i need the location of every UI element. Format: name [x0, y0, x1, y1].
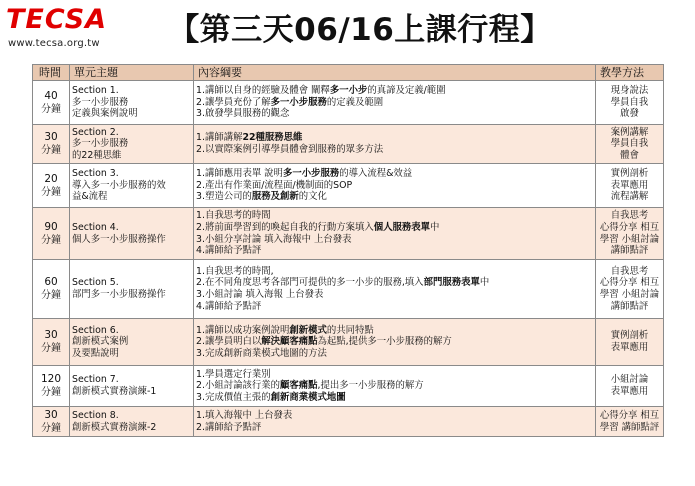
outline-highlight: 多一小步 [329, 85, 368, 97]
theme-line: 益&流程 [72, 191, 108, 203]
outline-highlight: 顧客痛點 [279, 380, 318, 392]
outline-text: 3.啟發學員服務的觀念 [196, 108, 290, 120]
outline-text: 2.講師給予點評 [196, 421, 262, 433]
outline-text: 1.自我思考的時間, [196, 265, 274, 277]
outline-cell [194, 260, 596, 319]
method-line: 自我思考 [610, 210, 649, 222]
outline-cell [194, 164, 596, 208]
theme-line: Section 4. [72, 221, 119, 233]
method-line: 學習 講師點評 [599, 421, 660, 433]
method-line: 實例剖析 [610, 168, 649, 180]
outline-cell [194, 125, 596, 164]
table-row [33, 164, 664, 208]
theme-line: 個人多一小步服務操作 [72, 233, 166, 245]
time-value: 40 [44, 89, 58, 102]
outline-text: 3.完成價值主張的 [196, 391, 271, 403]
time-cell [33, 81, 70, 125]
method-line: 表單應用 [610, 342, 649, 353]
outline-item [196, 144, 593, 156]
time-cell [33, 164, 70, 208]
theme-line: 創新模式案例 [72, 336, 129, 348]
theme-line: 部門多一小步服務操作 [72, 289, 166, 300]
theme-cell [70, 164, 194, 208]
outline-text: 1.講師應用表單 說明 [196, 168, 283, 180]
outline-text: 2.將前面學習到的喚起自我的行動方案填入 [196, 221, 374, 233]
header-theme: 單元主題 [70, 65, 194, 81]
time-value: 60 [44, 276, 58, 288]
theme-cell [70, 208, 194, 260]
theme-line: Section 8. [72, 409, 119, 421]
table-row [33, 208, 664, 260]
outline-item [196, 348, 593, 360]
outline-text-tail: 的真諦及定義/範圍 [367, 85, 446, 97]
outline-text-tail: 中 [479, 277, 490, 289]
method-line: 學習 小組討論 [599, 289, 660, 300]
method-line: 體會 [620, 149, 639, 161]
outline-item [196, 234, 593, 246]
outline-item [196, 85, 593, 97]
outline-text: 1.講師以成功案例說明 [196, 324, 290, 336]
outline-text: 3.小組分享討論 填入海報中 上台發表 [196, 233, 352, 245]
time-cell [33, 125, 70, 164]
table-row [33, 125, 664, 164]
time-cell [33, 260, 70, 319]
outline-highlight: 解決顧客痛點 [261, 336, 318, 348]
time-cell [33, 208, 70, 260]
schedule-table [32, 64, 664, 437]
outline-text-tail: 為起點,提供多一小步服務的解方 [317, 336, 452, 348]
time-cell [33, 407, 70, 437]
outline-highlight: 22種服務思維 [242, 132, 303, 144]
time-unit: 分鐘 [41, 234, 61, 246]
table-row [33, 407, 664, 437]
theme-cell [70, 319, 194, 366]
outline-item [196, 191, 593, 203]
outline-item [196, 132, 593, 144]
theme-line: 創新模式實務演練-2 [72, 421, 157, 433]
theme-line: Section 6. [72, 324, 119, 336]
header-outline: 內容綱要 [194, 65, 596, 81]
outline-text: 1.講師以自身的經驗及體會 闡釋 [196, 85, 330, 97]
method-line: 心得分享 相互 [599, 221, 660, 233]
outline-highlight: 服務及創新 [251, 191, 299, 203]
outline-item [196, 422, 593, 434]
time-unit: 分鐘 [41, 422, 61, 434]
method-line: 講師點評 [610, 300, 649, 312]
outline-highlight: 個人服務表單 [373, 221, 430, 233]
outline-text: 2.讓學員明白以 [196, 336, 262, 348]
method-line: 實例剖析 [610, 330, 649, 342]
theme-line: Section 2. [72, 126, 119, 138]
method-line: 學員自我 [610, 138, 649, 150]
method-cell [596, 366, 664, 407]
outline-text-tail: ,提出多一小步服務的解方 [317, 380, 424, 392]
outline-highlight: 部門服務表單 [423, 277, 480, 289]
outline-item [196, 336, 593, 348]
time-value: 30 [44, 408, 58, 421]
theme-line: 定義與案例說明 [72, 108, 138, 120]
time-value: 30 [44, 131, 58, 143]
table-row [33, 81, 664, 125]
outline-cell [194, 366, 596, 407]
outline-item [196, 277, 593, 289]
theme-line: 多一小步服務 [72, 96, 129, 108]
logo [4, 4, 124, 52]
outline-item [196, 301, 593, 313]
theme-line: 及要點說明 [72, 347, 119, 359]
method-line: 案例講解 [610, 126, 649, 138]
outline-item [196, 168, 593, 180]
outline-text: 3.小組討論 填入海報 上台發表 [196, 289, 324, 300]
outline-highlight: 多一小步服務 [282, 168, 340, 180]
outline-item [196, 97, 593, 109]
outline-text-tail: 的共同特點 [326, 324, 374, 336]
theme-line: Section 5. [72, 277, 119, 289]
outline-text: 1.學員選定行業別 [196, 368, 271, 380]
logo-url: www.tecsa.org.tw [8, 38, 100, 49]
theme-line: 的22種思維 [72, 149, 122, 161]
table-row [33, 260, 664, 319]
outline-item [196, 180, 593, 192]
method-line: 講師點評 [610, 245, 649, 257]
outline-cell [194, 208, 596, 260]
theme-line: 多一小步服務 [72, 138, 129, 150]
theme-line: 導入多一小步服務的效 [72, 179, 166, 191]
outline-text: 1.自我思考的時間 [196, 210, 271, 222]
method-line: 心得分享 相互 [599, 409, 660, 421]
outline-highlight: 創新模式 [289, 324, 327, 336]
method-cell [596, 164, 664, 208]
method-line: 心得分享 相互 [599, 277, 660, 289]
outline-text-tail: 的定義及範圍 [326, 96, 384, 108]
time-value: 120 [40, 373, 62, 385]
outline-item [196, 289, 593, 301]
outline-text-tail: 的導入流程&效益 [339, 168, 413, 180]
outline-item [196, 369, 593, 381]
method-cell [596, 260, 664, 319]
outline-text: 3.完成創新商業模式地圖的方法 [196, 347, 327, 359]
outline-text: 2.讓學員充份了解 [196, 96, 271, 108]
theme-cell [70, 125, 194, 164]
outline-text: 3.塑造公司的 [196, 191, 252, 203]
method-line: 小組討論 [610, 374, 649, 386]
outline-item [196, 392, 593, 404]
method-line: 自我思考 [610, 265, 649, 277]
time-unit: 分鐘 [41, 186, 61, 198]
outline-cell [194, 81, 596, 125]
theme-cell [70, 407, 194, 437]
table-row [33, 366, 664, 407]
outline-item [196, 108, 593, 120]
method-line: 表單應用 [610, 179, 649, 191]
theme-cell [70, 81, 194, 125]
method-line: 流程講解 [610, 191, 649, 203]
logo-text: TECSA [6, 4, 108, 35]
table-header-row [33, 65, 664, 81]
theme-line: Section 1. [72, 85, 119, 97]
time-unit: 分鐘 [41, 290, 61, 301]
method-line: 現身說法 [610, 85, 649, 97]
outline-cell [194, 407, 596, 437]
method-cell [596, 81, 664, 125]
outline-highlight: 多一小步服務 [270, 96, 327, 108]
method-cell [596, 125, 664, 164]
method-line: 學員自我 [610, 96, 649, 108]
outline-text: 4.講師給予點評 [196, 300, 262, 312]
outline-item [196, 410, 593, 422]
theme-cell [70, 260, 194, 319]
outline-item [196, 222, 593, 234]
method-line: 學習 小組討論 [599, 233, 660, 245]
time-cell [33, 319, 70, 366]
outline-text: 2.在不同角度思考各部門可提供的多一小步的服務,填入 [196, 277, 424, 289]
outline-item [196, 210, 593, 222]
header-method: 教學方法 [596, 65, 664, 81]
page-title: 【第三天06/16上課行程】 [168, 12, 552, 48]
theme-cell [70, 366, 194, 407]
outline-text: 2.以實際案例引導學員體會到服務的眾多方法 [196, 144, 384, 155]
outline-item [196, 266, 593, 278]
outline-item [196, 325, 593, 337]
header-time: 時間 [33, 65, 70, 81]
outline-text-tail: 中 [429, 221, 440, 233]
outline-item [196, 380, 593, 392]
time-value: 30 [44, 329, 58, 341]
theme-line: Section 3. [72, 168, 119, 180]
outline-item [196, 245, 593, 257]
method-cell [596, 319, 664, 366]
time-cell [33, 366, 70, 407]
outline-text: 2.產出有作業面/流程面/機制面的SOP [196, 179, 353, 191]
method-cell [596, 407, 664, 437]
theme-line: 創新模式實務演練-1 [72, 386, 157, 397]
method-cell [596, 208, 664, 260]
time-unit: 分鐘 [41, 145, 61, 156]
outline-text: 2.小組討論該行業的 [196, 380, 280, 392]
outline-text: 1.講師講解 [196, 132, 243, 144]
outline-cell [194, 319, 596, 366]
outline-text-tail: 的文化 [298, 191, 327, 203]
method-line: 表單應用 [610, 386, 649, 397]
theme-line: Section 7. [72, 374, 119, 386]
table-row [33, 319, 664, 366]
time-unit: 分鐘 [41, 387, 61, 398]
time-value: 20 [44, 172, 58, 185]
time-value: 90 [44, 220, 58, 233]
outline-highlight: 創新商業模式地圖 [270, 391, 346, 403]
outline-text: 1.填入海報中 上台發表 [196, 409, 293, 421]
outline-text: 4.講師給予點評 [196, 245, 262, 257]
method-line: 啟發 [620, 108, 639, 120]
time-unit: 分鐘 [41, 343, 61, 354]
time-unit: 分鐘 [41, 103, 61, 115]
